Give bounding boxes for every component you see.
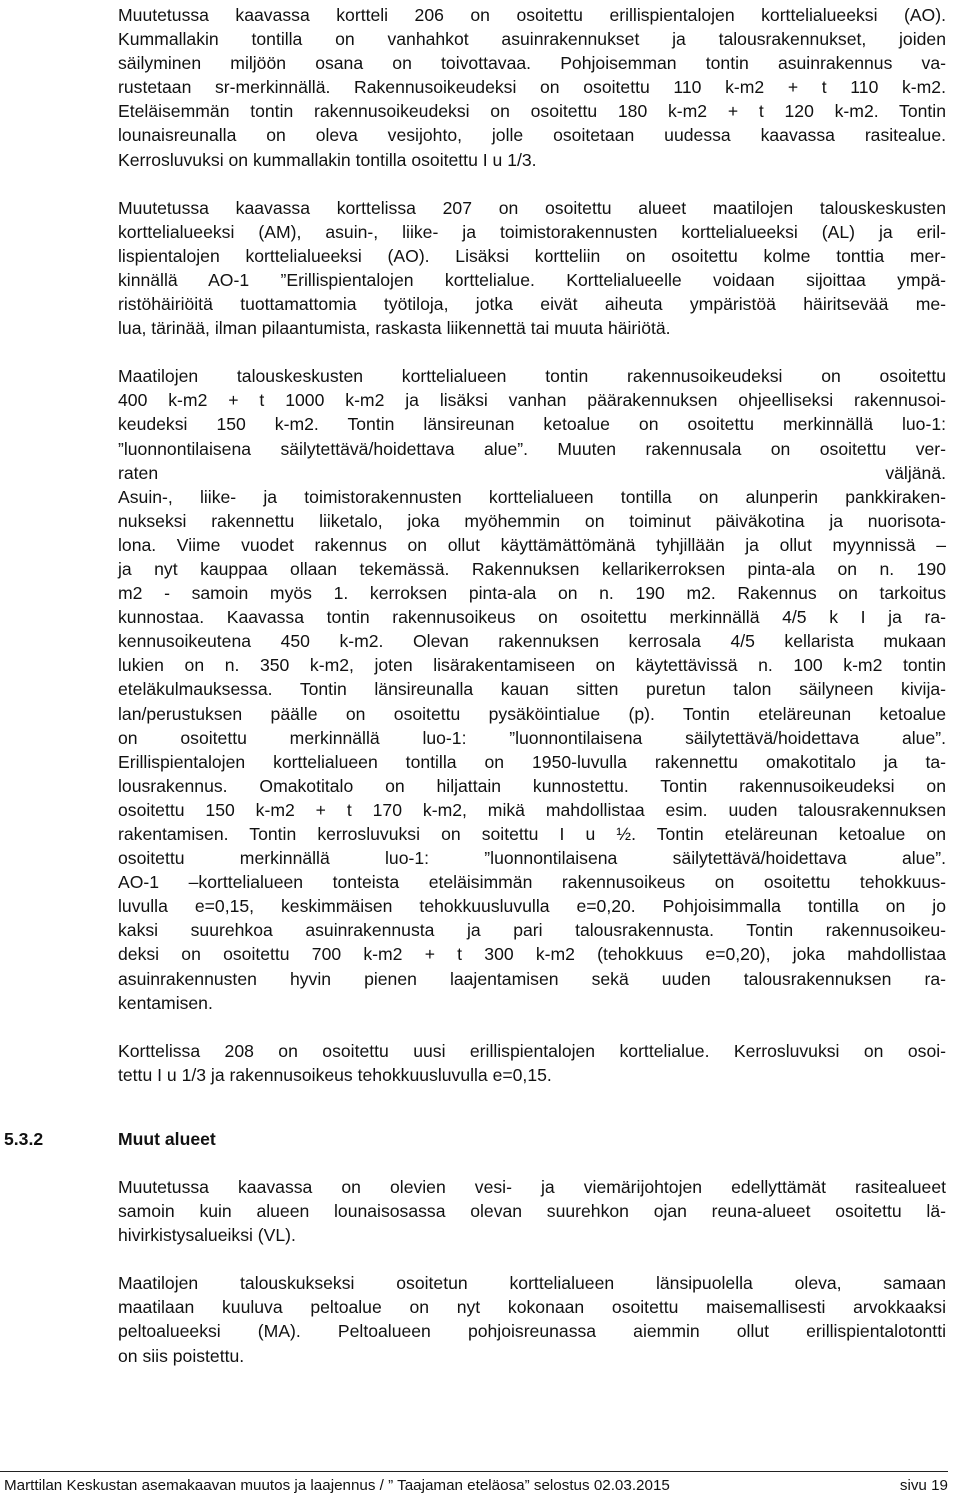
text-line: kentamisen. (118, 992, 213, 1013)
text-line: rustetaan sr-merkinnällä. Rakennusoikeudeksi on osoitettu 110 k-m2 + t 110 k-m2. (118, 77, 946, 98)
document-body (4, 3, 946, 1368)
text-line: lounaisreunalla on oleva vesijohto, jolle osoitetaan uudessa kaavassa rasitealue. (118, 125, 946, 146)
text-line: kinnällä AO-1 ”Erillispientalojen korttelialue. Korttelialueelle voidaan sijoittaa ympä- (118, 269, 946, 290)
text-line: Kerrosluvuksi on kummallakin tontilla osoitettu I u 1/3. (118, 149, 537, 170)
text-line: ristöhäiriöitä tuottamattomia työtiloja, jotka eivät aiheuta ympäristöä häiritsevää me- (118, 294, 946, 315)
section-title: Muut alueet (118, 1128, 216, 1149)
text-line: peltoalueeksi (MA). Peltoalueen pohjoisreunassa aiemmin ollut erillispientalotontti (118, 1321, 946, 1342)
text-line: AO-1 –korttelialueen tonteista eteläisimmän rakennusoikeus on osoitettu tehokkuus- (118, 872, 946, 893)
text-line: lan/perustuksen päälle on osoitettu pysäköintialue (p). Tontin eteläreunan ketoalue (118, 703, 946, 724)
section-number: 5.3.2 (4, 1128, 44, 1149)
text-line: deksi on osoitettu 700 k-m2 + t 300 k-m2 (tehokkuus e=0,20), joka mahdollistaa (118, 944, 946, 965)
section-heading (4, 1127, 946, 1151)
text-line: Asuin-, liike- ja toimistorakennusten korttelialueen tontilla on alunperin pankkiraken- (118, 486, 946, 507)
text-line: ja nyt kauppaa ollaan tekemässä. Rakennuksen kellarikerroksen pinta-ala on n. 190 (118, 558, 946, 579)
text-line: on osoitettu merkinnällä luo-1: ”luonnontilaisena säilytettävä/hoidettava alue”. (118, 727, 946, 748)
text-line: Muutetussa kaavassa korttelissa 207 on osoitettu alueet maatilojen talouskeskusten (118, 197, 946, 218)
paragraph-block-206 (118, 3, 946, 172)
text-line: samoin kuin alueen lounaisosassa olevan suurehkon ojan reuna-alueet osoitettu lä- (118, 1201, 946, 1222)
text-line: kunnostaa. Kaavassa tontin rakennusoikeus on osoitettu merkinnällä 4/5 k I ja ra- (118, 607, 946, 628)
text-line: Erillispientalojen korttelialueen tontilla on 1950-luvulla rakennettu omakotitalo ja ta- (118, 751, 946, 772)
text-line: Maatilojen talouskeskusten korttelialueen tontin rakennusoikeudeksi on osoitettu (118, 366, 946, 387)
text-line: keudeksi 150 k-m2. Tontin länsireunan ketoalue on osoitettu merkinnällä luo-1: (118, 414, 946, 435)
text-line: raten väljänä. (118, 462, 946, 483)
text-line: ”luonnontilaisena säilytettävä/hoidettava alue”. Muuten rakennusala on osoitettu ver- (118, 438, 946, 459)
text-line: 400 k-m2 + t 1000 k-m2 ja lisäksi vanhan päärakennuksen ohjeelliseksi rakennusoi- (118, 390, 946, 411)
text-line: Korttelissa 208 on osoitettu uusi erillispientalojen korttelialue. Kerrosluvuksi on osoi- (118, 1040, 946, 1061)
text-line: lukien on n. 350 k-m2, joten lisärakentamiseen on käytettävissä n. 100 k-m2 tontin (118, 655, 946, 676)
text-line: asuinrakennusten hyvin pienen laajentamisen sekä uuden talousrakennuksen ra- (118, 968, 946, 989)
text-line: on siis poistettu. (118, 1345, 245, 1366)
text-line: Maatilojen talouskukseksi osoitetun korttelialueen länsipuolella oleva, samaan (118, 1273, 946, 1294)
paragraph-block-207 (118, 196, 946, 341)
text-line: lispientalojen korttelialueeksi (AO). Lisäksi kortteliin on osoitettu kolme tonttia mer- (118, 245, 946, 266)
text-line: tettu I u 1/3 ja rakennusoikeus tehokkuusluvulla e=0,15. (118, 1064, 552, 1085)
text-line: korttelialueeksi (AM), asuin-, liike- ja toimistorakennusten korttelialueeksi (AL) ja eril- (118, 221, 946, 242)
text-line: osoitettu merkinnällä luo-1: ”luonnontilaisena säilytettävä/hoidettava alue”. (118, 848, 946, 869)
paragraph-block-208 (118, 1039, 946, 1087)
text-line: Eteläisemmän tontin rakennusoikeudeksi on osoitettu 180 k-m2 + t 120 k-m2. Tontin (118, 101, 946, 122)
footer-document-title: Marttilan Keskustan asemakaavan muutos ja laajennus / ” Taajaman eteläosa” selostus 02.03.2015 (4, 1477, 670, 1494)
paragraph-block-207-details (118, 364, 946, 1015)
text-line: osoitettu 150 k-m2 + t 170 k-m2, mikä mahdollistaa esim. uuden talousrakennuksen (118, 799, 946, 820)
text-line: nukseksi rakennettu liiketalo, joka myöhemmin on toiminut päiväkotina ja nuorisota- (118, 510, 946, 531)
paragraph-vl-areas (118, 1175, 946, 1247)
text-line: Muutetussa kaavassa on olevien vesi- ja viemärijohtojen edellyttämät rasitealueet (118, 1176, 946, 1197)
text-line: kaksi suurehkoa asuinrakennusta ja pari talousrakennusta. Tontin rakennusoikeu- (118, 920, 946, 941)
text-line: Kummallakin tontilla on vanhahkot asuinrakennukset ja talousrakennukset, joiden (118, 29, 946, 50)
text-line: kennusoikeutena 450 k-m2. Olevan rakennuksen kerrosala 4/5 kellarista mukaan (118, 631, 946, 652)
text-line: luvulla e=0,15, keskimmäisen tehokkuusluvulla e=0,20. Pohjoisimmalla tontilla on jo (118, 896, 946, 917)
text-line: hivirkistysalueiksi (VL). (118, 1225, 296, 1246)
footer-divider (0, 1471, 948, 1472)
footer-page-number: sivu 19 (899, 1477, 948, 1494)
text-line: lona. Viime vuodet rakennus on ollut käyttämättömänä tyhjillään ja ollut myynnissä – (118, 534, 946, 555)
text-line: Muutetussa kaavassa kortteli 206 on osoitettu erillispientalojen korttelialueeksi (AO). (118, 5, 946, 25)
text-line: lua, tärinää, ilman pilaantumista, raskasta liikennettä tai muuta häiriötä. (118, 318, 671, 339)
text-line: maatilaan kuuluva peltoalue on nyt kokonaan osoitettu maisemallisesti arvokkaaksi (118, 1297, 946, 1318)
text-line: eteläkulmauksessa. Tontin länsireunalla kauan sitten puretun talon säilyneen kivija- (118, 679, 946, 700)
text-line: lousrakennus. Omakotitalo on hiljattain kunnostettu. Tontin rakennusoikeudeksi on (118, 775, 946, 796)
paragraph-ma-areas (118, 1271, 946, 1367)
text-line: m2 - samoin myös 1. kerroksen pinta-ala on n. 190 m2. Rakennus on tarkoitus (118, 583, 946, 604)
text-line: rakentamisen. Tontin kerrosluvuksi on soitettu I u ½. Tontin eteläreunan ketoalue on (118, 824, 946, 844)
text-line: säilyminen miljöön osana on toivottavaa. Pohjoisemman tontin asuinrakennus va- (118, 53, 946, 74)
